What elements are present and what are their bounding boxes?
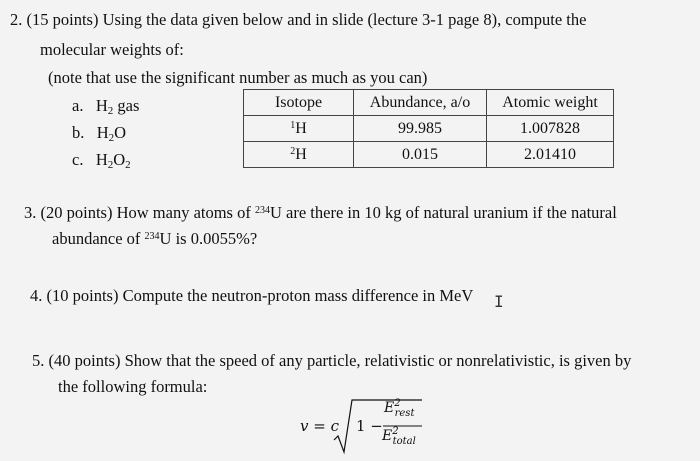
q2-note: (note that use the significant number as much as you can): [48, 68, 428, 87]
item-label: b.: [72, 123, 85, 142]
q5-line2: the following formula:: [58, 377, 208, 396]
q2-item-b: b. $H_2O$: [72, 123, 127, 144]
formula-lhs: v = c: [300, 417, 339, 435]
isotope-cell: $^1$H: [244, 116, 354, 142]
header-atomic-weight: Atomic weight: [487, 90, 614, 116]
weight-cell: 2.01410: [487, 142, 614, 168]
isotope-table: [243, 89, 614, 168]
formula-denominator: $E^2_{total}$: [382, 426, 416, 447]
q2-line1: 2. (15 points) Using the data given below and in slide (lecture 3-1 page 8), compute the: [10, 10, 587, 29]
table-row: [244, 116, 614, 142]
q2-line2: molecular weights of:: [40, 40, 184, 59]
item-label: a.: [72, 96, 84, 115]
formula-numerator: $E^2_{rest}$: [384, 398, 415, 419]
table-row: [244, 142, 614, 168]
q2-item-a: a. $H_2$ gas: [72, 96, 140, 117]
q3-line2: abundance of $^{234}$U is 0.0055%?: [52, 229, 258, 248]
formula-one-minus: 1 −: [356, 417, 383, 435]
q4-text: 4. (10 points) Compute the neutron-proton mass difference in MeV: [30, 286, 474, 305]
table-header-row: [244, 90, 614, 116]
weight-cell: 1.007828: [487, 116, 614, 142]
text-cursor-icon: I: [494, 292, 504, 311]
header-isotope: Isotope: [244, 90, 354, 116]
isotope-cell: $^2$H: [244, 142, 354, 168]
q5-line1: 5. (40 points) Show that the speed of any particle, relativistic or nonrelativistic, is given by: [32, 351, 632, 370]
q3-line1: 3. (20 points) How many atoms of $^{234}$U are there in 10 kg of natural uranium if the natural: [24, 203, 617, 222]
item-label: c.: [72, 150, 84, 169]
abundance-cell: 0.015: [354, 142, 487, 168]
q2-item-c: c. $H_2O_2$: [72, 150, 131, 171]
header-abundance: Abundance, a/o: [354, 90, 487, 116]
abundance-cell: 99.985: [354, 116, 487, 142]
